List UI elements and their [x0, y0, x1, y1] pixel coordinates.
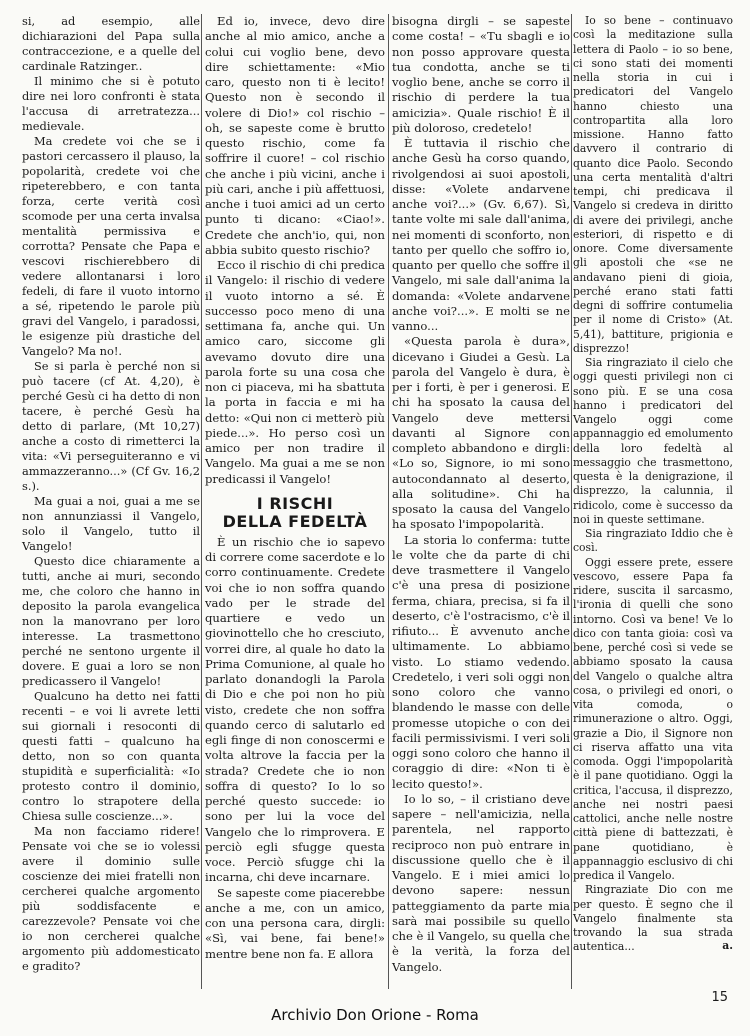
paragraph: Ecco il rischio di chi predica il Vangelo: il rischio di vedere il vuoto intorno a sé. È successo poco meno di una settimana fa, anche qui. Un amico caro, siccome gli avevamo dovuto dire una parola forte su una cosa che non ci piaceva, mi ha sbattuta la porta in faccia e mi ha detto: «Qui non ci metterò più piede...». Ho perso così un amico per non tradire il Vangelo. Ma guai a me se non predicassi il Vangelo! [205, 258, 385, 486]
paragraph: Se sapeste come piacerebbe anche a me, con un amico, con una persona cara, dirgli: «Sì, vai bene, fai bene!» mentre bene non fa. E allora [205, 885, 385, 961]
paragraph: Sia ringraziato Iddio che è così. [573, 527, 733, 555]
paragraph: si, ad esempio, alle dichiarazioni del Papa sulla contraccezione, e a quelle del cardinale Ratzinger.. [22, 14, 200, 73]
paragraph: È tuttavia il rischio che anche Gesù ha corso quando, rivolgendosi ai suoi apostoli, disse: «Volete andarvene anche voi?...» (Gv. 6,67). Sì, tante volte mi sale dall'anima, nei momenti di sconforto, non tanto per quello che soffro io, quanto per quello che soffre il Vangelo, mi sale dall'anima la domanda: «Volete andarvene anche voi?...». E molti se ne vanno... [392, 136, 570, 333]
page-number: 15 [711, 990, 728, 1005]
column-divider [571, 14, 572, 989]
paragraph: Ed io, invece, devo dire anche al mio amico, anche a colui cui voglio bene, devo dire schiettamente: «Mio caro, questo non ti è lecito! Questo non è secondo il volere di Dio!» col rischio – oh, se sapeste come è brutto questo rischio, come fa soffrire il cuore! – col rischio che anche i più vicini, anche i più cari, anche i più affettuosi, anche i tuoi amici ad un certo punto ti dicano: «Ciao!». Credete che anch'io, qui, non abbia subito questo rischio? [205, 14, 385, 257]
paragraph: Io so bene – continuavo così la meditazione sulla lettera di Paolo – io so bene, ci sono stati dei momenti nella storia in cui i predicatori del Vangelo hanno chiesto una contropartita alla loro missione. Hanno fatto davvero il contrario di quanto dice Paolo. Secondo una certa mentalità d'altri tempi, chi predicava il Vangelo si credeva in diritto di avere dei privilegi, anche esteriori, di rispetto e di onore. Come diversamente gli apostoli che «se ne andavano pieni di gioia, perché erano stati fatti degni di soffrire contumelia per il nome di Cristo» (At. 5,41), battiture, prigionia e disprezzo! [573, 14, 733, 355]
column-divider [388, 14, 389, 989]
section-heading-line-1: I RISCHI [256, 493, 334, 513]
section-heading-line-2: DELLA FEDELTÀ [222, 511, 368, 531]
paragraph: «Questa parola è dura», dicevano i Giudei a Gesù. La parola del Vangelo è dura, è per i forti, è per i generosi. E chi ha sposato la causa del Vangelo deve mettersi davanti al Signore con completo abbandono e dirgli: «Lo so, Signore, io mi sono autocondannato al deserto, alla solitudine». Chi ha sposato la causa del Vangelo ha sposato l'impopolarità. [392, 334, 570, 532]
author-signature: a. [722, 938, 733, 952]
paragraph: La storia lo conferma: tutte le volte che da parte di chi deve trasmettere il Vangelo c'è una presa di posizione ferma, chiara, precisa, si fa il deserto, c'è l'ostracismo, c'è il rifiuto... È avvenuto anche ultimamente. Lo abbiamo visto. Lo stiamo vedendo. Credetelo, i veri soli oggi non sono coloro che vanno blandendo le masse con delle promesse utopiche o con dei facili permissivismi. I veri soli oggi sono coloro che hanno il coraggio di dire: «Non ti è lecito questo!». [392, 532, 570, 791]
text-column-2 [205, 14, 385, 962]
text-column-3 [392, 14, 570, 975]
text-column-1 [22, 14, 200, 974]
paragraph: Io lo so, – il cristiano deve sapere – nell'amicizia, nella parentela, nel rapporto reciproco non può entrare in discussione quello che è il Vangelo. E i miei amici lo devono sapere: nessun patteggiamento da parte mia sarà mai possibile su quello che è il Vangelo, su quella che è la verità, la forza del Vangelo. [392, 791, 570, 974]
paragraph: bisogna dirgli – se sapeste come costa! – «Tu sbagli e io non posso approvare questa tua condotta, anche se ti voglio bene, anche se corro il rischio di perdere la tua amicizia». Quale rischio! È il più doloroso, credetelo! [392, 14, 570, 135]
section-heading [205, 495, 385, 531]
paragraph: Questo dice chiaramente a tutti, anche ai muri, secondo me, che coloro che hanno in deposito la parola evangelica non la manovrano per loro interesse. La trasmettono perché ne sentono urgente il dovere. E guai a loro se non predicassero il Vangelo! [22, 554, 200, 688]
text-column-4 [573, 14, 733, 953]
paragraph: Qualcuno ha detto nei fatti recenti – e voi li avrete letti sui giornali i resoconti di questi fatti – qualcuno ha detto, non so con quanta stupidità e superficialità: «Io protesto contro il dominio, contro lo strapotere della Chiesa sulle coscienze...». [22, 689, 200, 823]
paragraph: Ringraziate Dio con me per questo. È segno che il Vangelo finalmente sta trovando la sua strada autentica... [573, 883, 733, 954]
paragraph: Il minimo che si è potuto dire nei loro confronti è stata l'accusa di arretratezza... medievale. [22, 74, 200, 133]
paragraph: È un rischio che io sapevo di correre come sacerdote e lo corro continuamente. Credete voi che io non soffra quando vado per le strade del quartiere e vedo un giovinottello che ho cresciuto, vorrei dire, al quale ho dato la Prima Comunione, al quale ho parlato donandogli la Parola di Dio e che poi non ho più visto, credete che non soffra quando cerco di salutarlo ed egli finge di non conoscermi e volta altrove la faccia per la strada? Credete che io non soffra di questo? Io lo so perché questo succede: io sono per lui la voce del Vangelo che lo rimprovera. E perciò egli sfugge questa voce. Perciò sfugge chi la incarna, chi deve incarnare. [205, 534, 385, 885]
paragraph: Ma non facciamo ridere! Pensate voi che se io volessi avere il dominio sulle coscienze dei miei fratelli non cercherei qualche argomento più soddisfacente e carezzevole? Pensate voi che io non cercherei qualche argomento più addomesticato e gradito? [22, 824, 200, 973]
paragraph: Ma guai a noi, guai a me se non annunziassi il Vangelo, solo il Vangelo, tutto il Vangelo! [22, 494, 200, 553]
paragraph: Se si parla è perché non si può tacere (cf At. 4,20), è perché Gesù ci ha detto di non tacere, è perché Gesù ha detto di parlare, (Mt 10,27) anche a costo di rimetterci la vita: «Vi perseguiteranno e vi ammazzeranno...» (Cf Gv. 16,2 s.). [22, 359, 200, 493]
archive-footer: Archivio Don Orione - Roma [271, 1006, 479, 1024]
column-divider [201, 14, 202, 989]
paragraph: Ma credete voi che se i pastori cercassero il plauso, la popolarità, credete voi che ripeterebbero, e con tanta forza, certe verità così scomode per una certa invalsa mentalità permissiva e corrotta? Pensate che Papa e vescovi rischierebbero di vedere allontanarsi i loro fedeli, di fare il vuoto intorno a sé, ripetendo le parole più gravi del Vangelo, i paradossi, le esigenze più drastiche del Vangelo? Ma no!. [22, 134, 200, 358]
paragraph: Oggi essere prete, essere vescovo, essere Papa fa ridere, suscita il sarcasmo, l'ironia di quelli che sono intorno. Così va bene! Ve lo dico con tanta gioia: così va bene, perché così si vede se abbiamo sposato la causa del Vangelo o qualche altra cosa, o privilegi ed onori, o vita comoda, o rimunerazione o altro. Oggi, grazie a Dio, il Signore non ci riserva affatto una vita comoda. Oggi l'impopolarità è il pane quotidiano. Oggi la critica, l'accusa, il disprezzo, anche nei nostri paesi cattolici, anche nelle nostre città piene di battezzati, è pane quotidiano, è appannaggio esclusivo di chi predica il Vangelo. [573, 555, 733, 882]
paragraph: Sia ringraziato il cielo che oggi questi privilegi non ci sono più. E se una cosa hanno i predicatori del Vangelo oggi come appannaggio ed emolumento della loro fedeltà al messaggio che trasmettono, questa è la denigrazione, il disprezzo, la calunnia, il ridicolo, come è successo da noi in queste settimane. [573, 356, 733, 526]
